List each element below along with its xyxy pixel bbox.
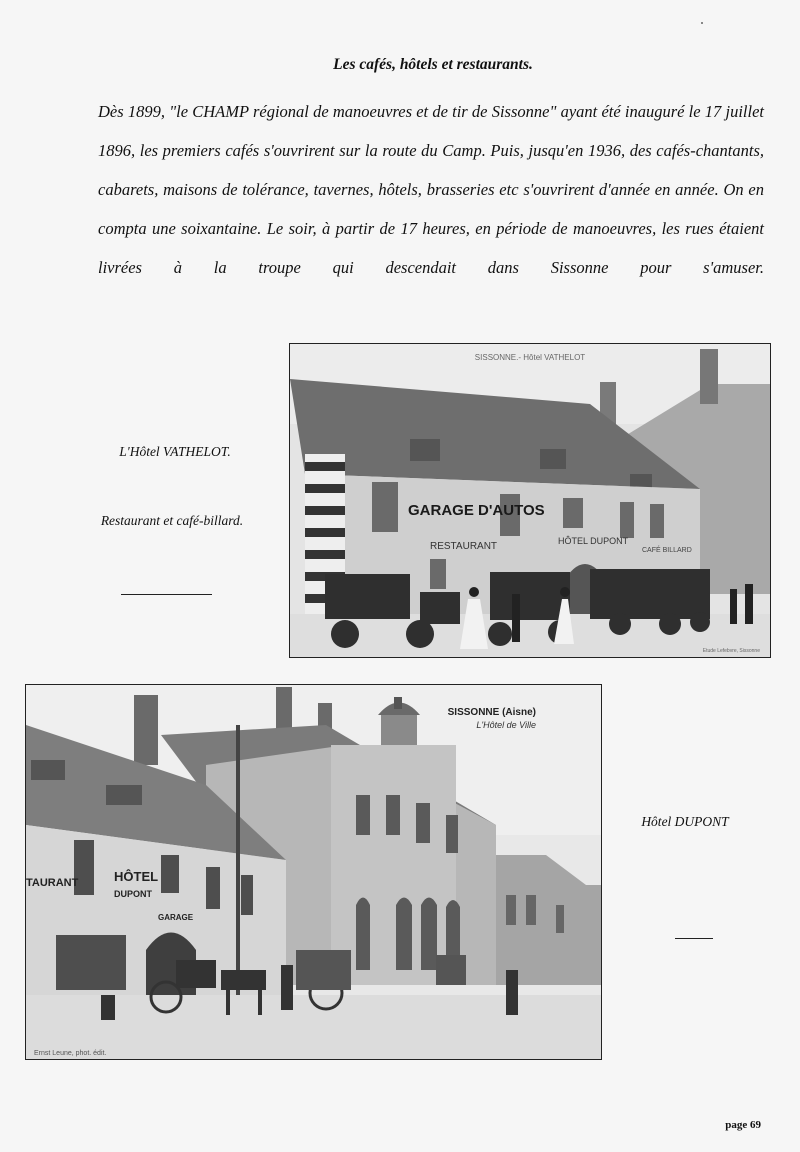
caption-restaurant-billard: Restaurant et café-billard. <box>100 513 244 528</box>
postcard-dupont-illustration <box>26 685 601 1059</box>
caption-rule-2 <box>675 938 713 939</box>
publisher-credit: Ernst Leune, phot. édit. <box>34 1050 107 1057</box>
intro-paragraph: Dès 1899, "le CHAMP régional de manoeuvres et de tir de Sissonne" ayant été inauguré le 17 juillet 1896, les premiers cafés s'ouvrirent sur la route du Camp. Puis, jusqu'en 1936, des cafés-chantants, cabarets, maisons de tolérance, tavernes, hôtels, brasseries etc s'ouvrirent d'année en année. On en compta une soixantaine. Le soir, à partir de 17 heures, en période de manoeuvres, les rues étaient livrées à la troupe qui descendait dans Sissonne pour s'amuser. <box>98 102 764 277</box>
publisher-credit: Etude Lefebvre, Sissonne <box>702 648 760 654</box>
sign-garage: GARAGE D'AUTOS <box>408 502 545 519</box>
page-title: Les cafés, hôtels et restaurants. <box>333 56 533 73</box>
sign-dupont: DUPONT <box>114 889 152 899</box>
postcard-header: SISSONNE.- Hôtel VATHELOT <box>474 353 586 362</box>
postcard-header-hotel-de-ville: L'Hôtel de Ville <box>476 720 536 730</box>
sign-hotel-dupont: HÔTEL DUPONT <box>558 536 629 546</box>
sign-taurant: TAURANT <box>26 877 79 889</box>
caption-hotel-vathelot: L'Hôtel VATHELOT. <box>119 444 231 459</box>
caption-hotel-dupont: Hôtel DUPONT <box>641 814 729 829</box>
postcard-vathelot-illustration <box>290 344 770 657</box>
postcard-header-town: SISSONNE (Aisne) <box>447 707 536 718</box>
photo-hotel-vathelot <box>289 343 771 658</box>
sign-garage: GARAGE <box>158 913 194 922</box>
page-number: page 69 <box>725 1119 761 1131</box>
photo-hotel-dupont <box>25 684 602 1060</box>
sign-restaurant: RESTAURANT <box>430 541 498 552</box>
sign-hotel: HÔTEL <box>114 869 159 884</box>
caption-rule-1 <box>121 594 212 595</box>
speck <box>701 22 703 24</box>
sign-cafe-billard: CAFÉ BILLARD <box>642 547 692 554</box>
